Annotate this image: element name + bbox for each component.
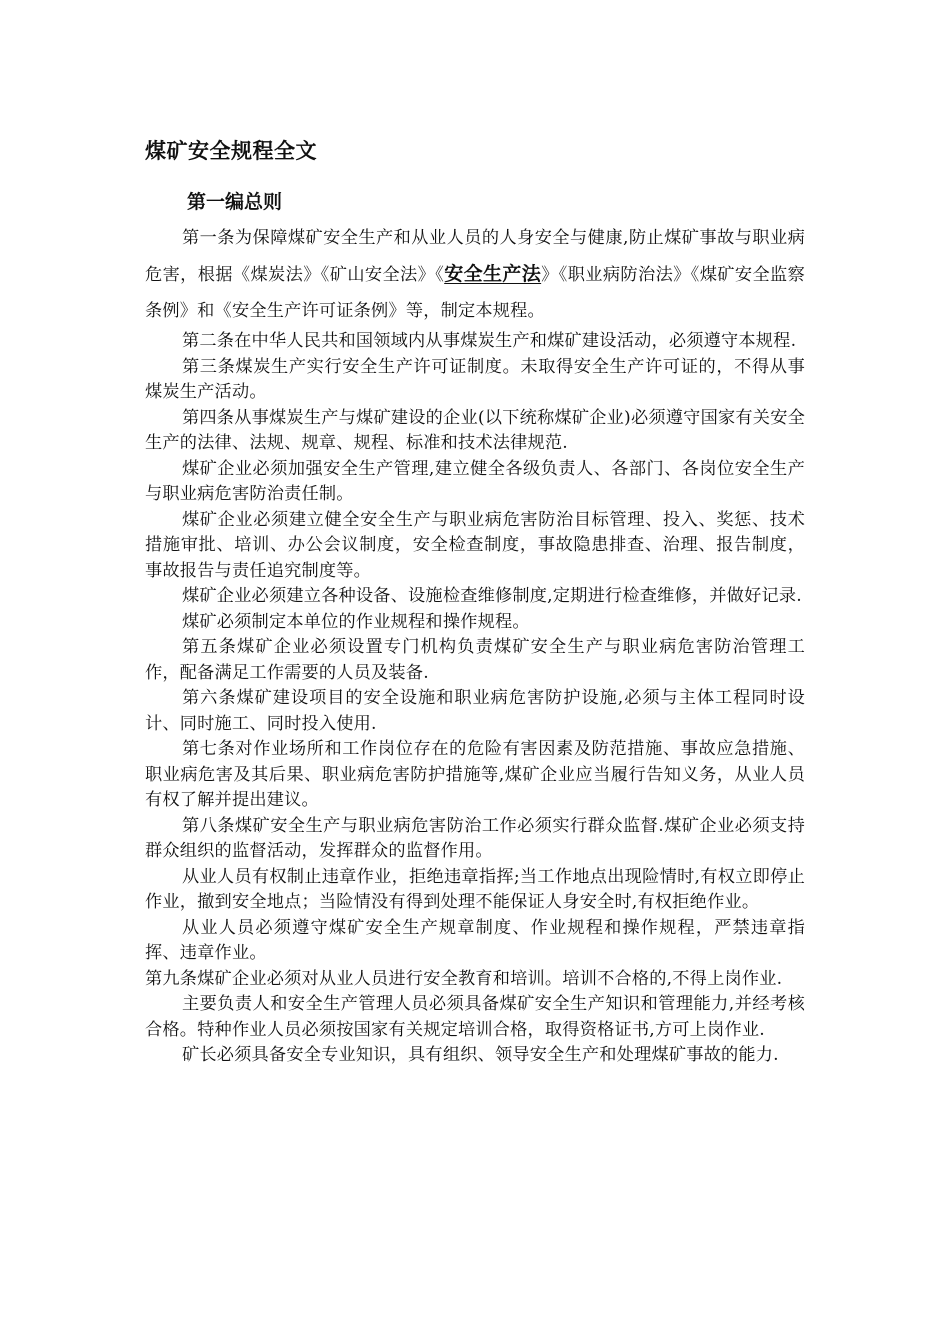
paragraph: 从业人员有权制止违章作业，拒绝违章指挥;当工作地点出现险情时,有权立即停止作业，撤到安全地点；当险情没有得到处理不能保证人身安全时,有权拒绝作业。 (145, 866, 805, 912)
part-title: 第一编总则 (187, 191, 283, 213)
paragraph: 第七条对作业场所和工作岗位存在的危险有害因素及防范措施、事故应急措施、职业病危害及其后果、职业病危害防护措施等,煤矿企业应当履行告知义务，从业人员有权了解并提出建议。 (145, 739, 805, 810)
article-1-text-after: 》《职业病防治法》《煤矿安全监察条例》和《安全生产许可证条例》等，制定本规程。 (145, 265, 805, 321)
paragraph-no-indent: 第九条煤矿企业必须对从业人员进行安全教育和培训。培训不合格的,不得上岗作业. (145, 968, 783, 989)
paragraph: 第二条在中华人民共和国领域内从事煤炭生产和煤矿建设活动，必须遵守本规程. (182, 331, 797, 351)
paragraph: 从业人员必须遵守煤矿安全生产规章制度、作业规程和操作规程，严禁违章指挥、违章作业。 (145, 917, 805, 963)
paragraph: 煤矿企业必须加强安全生产管理,建立健全各级负责人、各部门、各岗位安全生产与职业病危害防治责任制。 (145, 458, 805, 504)
paragraph: 煤矿必须制定本单位的作业规程和操作规程。 (182, 611, 530, 632)
paragraph: 第四条从事煤炭生产与煤矿建设的企业(以下统称煤矿企业)必须遵守国家有关安全生产的法律、法规、规章、规程、标准和技术法律规范. (145, 407, 805, 453)
article-1-text-before: 第一条为保障煤矿安全生产和从业人员的人身安全与健康,防止煤矿事故与职业病危害，根据《煤炭法》《矿山安全法》《 (145, 228, 805, 285)
highlighted-law-link[interactable]: 安全生产法 (444, 263, 542, 285)
paragraph: 煤矿企业必须建立各种设备、设施检查维修制度,定期进行检查维修，并做好记录. (182, 586, 802, 606)
paragraph: 第八条煤矿安全生产与职业病危害防治工作必须实行群众监督.煤矿企业必须支持群众组织的监督活动，发挥群众的监督作用。 (145, 815, 805, 861)
document-page (145, 136, 805, 1069)
document-title: 煤矿安全规程全文 (145, 139, 317, 163)
paragraph: 矿长必须具备安全专业知识，具有组织、领导安全生产和处理煤矿事故的能力. (182, 1045, 779, 1065)
paragraph: 第六条煤矿建设项目的安全设施和职业病危害防护设施,必须与主体工程同时设计、同时施工、同时投入使用. (145, 688, 805, 734)
paragraph: 煤矿企业必须建立健全安全生产与职业病危害防治目标管理、投入、奖惩、技术措施审批、培训、办公会议制度，安全检查制度，事故隐患排查、治理、报告制度，事故报告与责任追究制度等。 (145, 509, 805, 581)
paragraph: 第五条煤矿企业必须设置专门机构负责煤矿安全生产与职业病危害防治管理工作，配备满足工作需要的人员及装备. (145, 637, 805, 683)
paragraph: 第三条煤炭生产实行安全生产许可证制度。未取得安全生产许可证的，不得从事煤炭生产活动。 (145, 356, 805, 402)
paragraph: 主要负责人和安全生产管理人员必须具备煤矿安全生产知识和管理能力,并经考核合格。特种作业人员必须按国家有关规定培训合格，取得资格证书,方可上岗作业. (145, 994, 805, 1040)
article-1-paragraph (145, 220, 805, 329)
